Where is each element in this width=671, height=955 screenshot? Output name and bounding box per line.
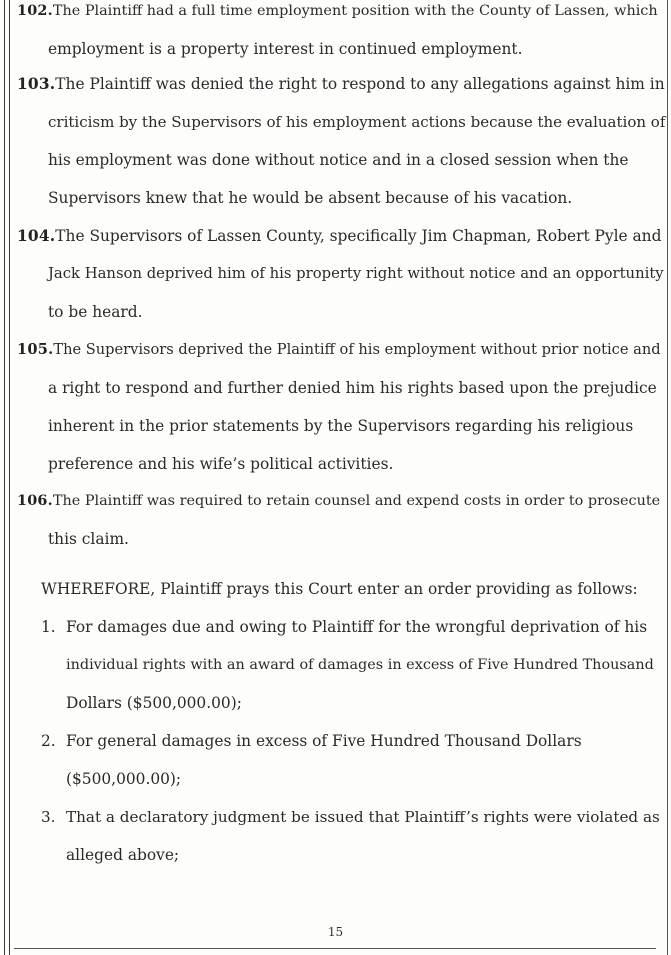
left-margin-rule-outer [4, 0, 5, 955]
paragraph-106 [17, 482, 665, 558]
paragraph-line: a right to respond and further denied him his rights based upon the prejudice [48, 379, 657, 397]
paragraph-line: inherent in the prior statements by the Supervisors regarding his religious [48, 417, 634, 435]
paragraph-line: preference and his wife’s political activities. [48, 455, 394, 473]
paragraph-102 [17, 0, 665, 68]
relief-line: ($500,000.00); [66, 770, 182, 788]
footer-rule [14, 948, 656, 949]
paragraph-line [17, 0, 665, 30]
paragraph-line [17, 65, 665, 103]
relief-text: For damages due and owing to Plaintiff for the wrongful deprivation of his [66, 618, 648, 636]
paragraph-text: The Plaintiff was required to retain counsel and expend costs in order to prosecute [52, 493, 661, 509]
paragraph-text: The Plaintiff was denied the right to respond to any allegations against him in [55, 75, 665, 93]
relief-item-1 [41, 608, 661, 722]
paragraph-number: 106. [17, 492, 53, 509]
paragraph-number: 103. [17, 75, 56, 93]
relief-text: For general damages in excess of Five Hundred Thousand Dollars [66, 732, 582, 750]
relief-number: 2. [41, 732, 56, 750]
paragraph-text: The Supervisors deprived the Plaintiff of his employment without prior notice and [53, 341, 661, 358]
relief-line: individual rights with an award of damages in excess of Five Hundred Thousand [66, 657, 654, 673]
relief-line [41, 798, 661, 836]
paragraph-number: 104. [17, 227, 56, 245]
relief-item-2 [41, 722, 661, 798]
paragraph-line: criticism by the Supervisors of his employment actions because the evaluation of [48, 113, 666, 131]
paragraph-number: 102. [17, 2, 53, 19]
prayer-for-relief: WHEREFORE, Plaintiff prays this Court enter an order providing as follows: [41, 580, 638, 598]
relief-text: That a declaratory judgment be issued that Plaintiff’s rights were violated as [66, 808, 660, 826]
paragraph-line: this claim. [48, 530, 129, 548]
relief-line: Dollars ($500,000.00); [66, 694, 242, 712]
paragraph-line [17, 482, 665, 520]
page-number: 15 [327, 925, 344, 939]
relief-line [41, 608, 661, 646]
right-margin-rule [667, 0, 668, 955]
paragraph-105 [17, 331, 665, 483]
paragraph-number: 105. [17, 341, 54, 358]
paragraph-text: The Plaintiff had a full time employment position with the County of Lassen, which [52, 3, 658, 19]
relief-line [41, 722, 661, 760]
left-margin-rule-inner [9, 0, 10, 955]
paragraph-text: The Supervisors of Lassen County, specifically Jim Chapman, Robert Pyle and [55, 227, 662, 245]
paragraph-line: to be heard. [48, 303, 143, 321]
paragraph-103 [17, 65, 665, 217]
relief-item-3 [41, 798, 661, 874]
paragraph-line: employment is a property interest in continued employment. [48, 40, 523, 58]
paragraph-line: his employment was done without notice and in a closed session when the [48, 151, 629, 169]
paragraph-104 [17, 217, 665, 331]
paragraph-line [17, 217, 665, 255]
relief-line: alleged above; [66, 846, 180, 864]
relief-number: 3. [41, 808, 56, 826]
paragraph-line [17, 331, 665, 369]
relief-number: 1. [41, 618, 56, 636]
paragraph-line: Jack Hanson deprived him of his property right without notice and an opportunity [48, 265, 664, 282]
paragraph-line: Supervisors knew that he would be absent because of his vacation. [48, 189, 573, 207]
